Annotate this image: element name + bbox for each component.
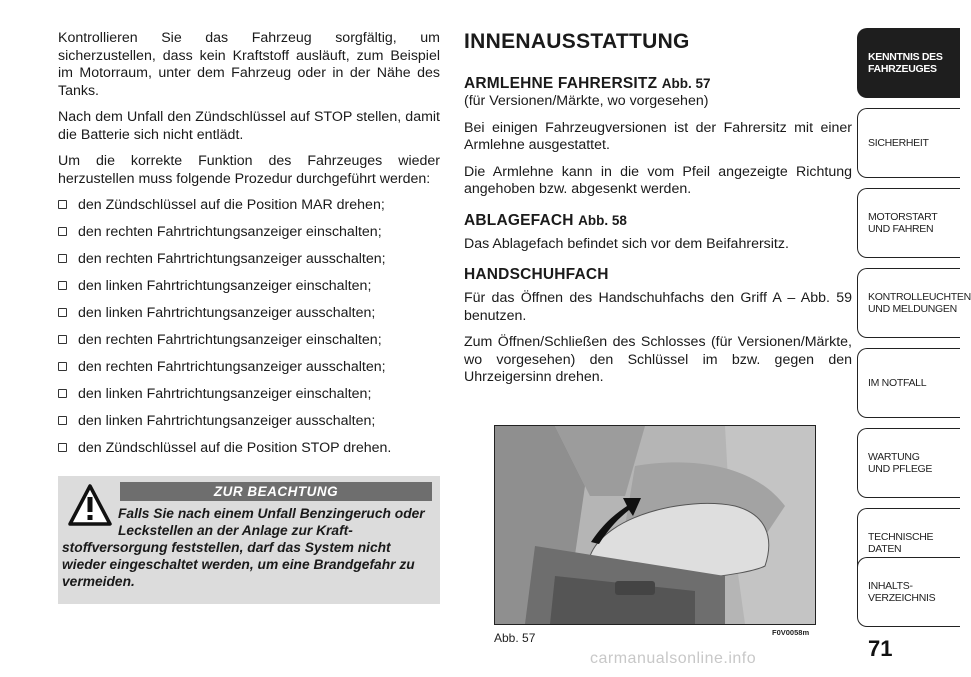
- warning-text: Falls Sie nach einem Unfall Benzingeruch oder Leckstellen an der Anlage zur Kraft- stoffversorgung feststellen, darf das System nicht wieder eingeschaltet werden, um eine Brandgefahr zu vermeiden.: [62, 506, 425, 589]
- procedure-list: [58, 197, 440, 458]
- section-title: ABLAGEFACH Abb. 58: [464, 211, 627, 229]
- checkbox-bullet-icon: [58, 308, 67, 317]
- warning-title: ZUR BEACHTUNG: [120, 482, 432, 501]
- left-column: [58, 30, 440, 467]
- list-item: den linken Fahrtrichtungsanzeiger einschalten;: [58, 386, 440, 404]
- watermark: carmanualsonline.info: [590, 650, 757, 667]
- checkbox-bullet-icon: [58, 254, 67, 263]
- paragraph: Kontrollieren Sie das Fahrzeug sorgfältig, um sicherzustellen, dass kein Kraftstoff ausläuft, zum Beispiel im Motorraum, unter dem Fahrzeug oder in der Nähe des Tanks.: [58, 30, 440, 99]
- tab-technische-daten[interactable]: TECHNISCHE DATEN: [857, 508, 960, 578]
- paragraph: Das Ablagefach befindet sich vor dem Beifahrersitz.: [464, 235, 789, 252]
- armrest-illustration: [495, 426, 815, 624]
- checkbox-bullet-icon: [58, 200, 67, 209]
- armrest-figure: [494, 425, 816, 625]
- section-subtitle: (für Versionen/Märkte, wo vorgesehen): [464, 93, 709, 109]
- list-item: den Zündschlüssel auf die Position MAR drehen;: [58, 197, 440, 215]
- paragraph: Nach dem Unfall den Zündschlüssel auf STOP stellen, damit die Batterie sich nicht entlädt.: [58, 109, 440, 143]
- list-item: den rechten Fahrtrichtungsanzeiger einschalten;: [58, 224, 440, 242]
- list-item: den rechten Fahrtrichtungsanzeiger einschalten;: [58, 332, 440, 350]
- checkbox-bullet-icon: [58, 416, 67, 425]
- right-column: [464, 30, 852, 396]
- list-item: den rechten Fahrtrichtungsanzeiger ausschalten;: [58, 251, 440, 269]
- page-title: INNENAUSSTATTUNG: [464, 30, 690, 53]
- tab-kontrolleuchten-und-meldungen[interactable]: KONTROLLEUCHTEN UND MELDUNGEN: [857, 268, 960, 338]
- page-number: 71: [868, 636, 893, 661]
- checkbox-bullet-icon: [58, 362, 67, 371]
- section-title: HANDSCHUHFACH: [464, 266, 609, 283]
- section-title: ARMLEHNE FAHRERSITZ Abb. 57: [464, 75, 711, 92]
- list-item: den rechten Fahrtrichtungsanzeiger ausschalten;: [58, 359, 440, 377]
- paragraph: Für das Öffnen des Handschuhfachs den Griff A – Abb. 59 benutzen.: [464, 290, 852, 324]
- checkbox-bullet-icon: [58, 281, 67, 290]
- list-item: den Zündschlüssel auf die Position STOP drehen.: [58, 440, 440, 458]
- checkbox-bullet-icon: [58, 335, 67, 344]
- tab-im-notfall[interactable]: IM NOTFALL: [857, 348, 960, 418]
- list-item: den linken Fahrtrichtungsanzeiger einschalten;: [58, 278, 440, 296]
- paragraph: Bei einigen Fahrzeugversionen ist der Fahrersitz mit einer Armlehne ausgestattet.: [464, 119, 852, 153]
- paragraph: Zum Öffnen/Schließen des Schlosses (für Versionen/Märkte, wo vorgesehen) den Schlüssel im bzw. gegen den Uhrzeigersinn drehen.: [464, 334, 852, 385]
- figure-caption: Abb. 57: [494, 631, 536, 645]
- checkbox-bullet-icon: [58, 443, 67, 452]
- figure-code: F0V0058m: [772, 628, 810, 637]
- paragraph: Um die korrekte Funktion des Fahrzeuges wieder herzustellen muss folgende Prozedur durchgeführt werden:: [58, 153, 440, 187]
- list-item: den linken Fahrtrichtungsanzeiger ausschalten;: [58, 305, 440, 323]
- tab-kenntnis-des-fahrzeuges[interactable]: KENNTNIS DES FAHRZEUGES: [857, 28, 960, 98]
- tab-wartung-und-pflege[interactable]: WARTUNG UND PFLEGE: [857, 428, 960, 498]
- list-item: den linken Fahrtrichtungsanzeiger ausschalten;: [58, 413, 440, 431]
- checkbox-bullet-icon: [58, 389, 67, 398]
- checkbox-bullet-icon: [58, 227, 67, 236]
- warning-box: [58, 476, 440, 604]
- paragraph: Die Armlehne kann in die vom Pfeil angezeigte Richtung angehoben bzw. abgesenkt werden.: [464, 163, 852, 197]
- tab-sicherheit[interactable]: SICHERHEIT: [857, 108, 960, 178]
- tab-motorstart-und-fahren[interactable]: MOTORSTART UND FAHREN: [857, 188, 960, 258]
- tab-inhaltsverzeichnis[interactable]: INHALTS- VERZEICHNIS: [857, 557, 960, 627]
